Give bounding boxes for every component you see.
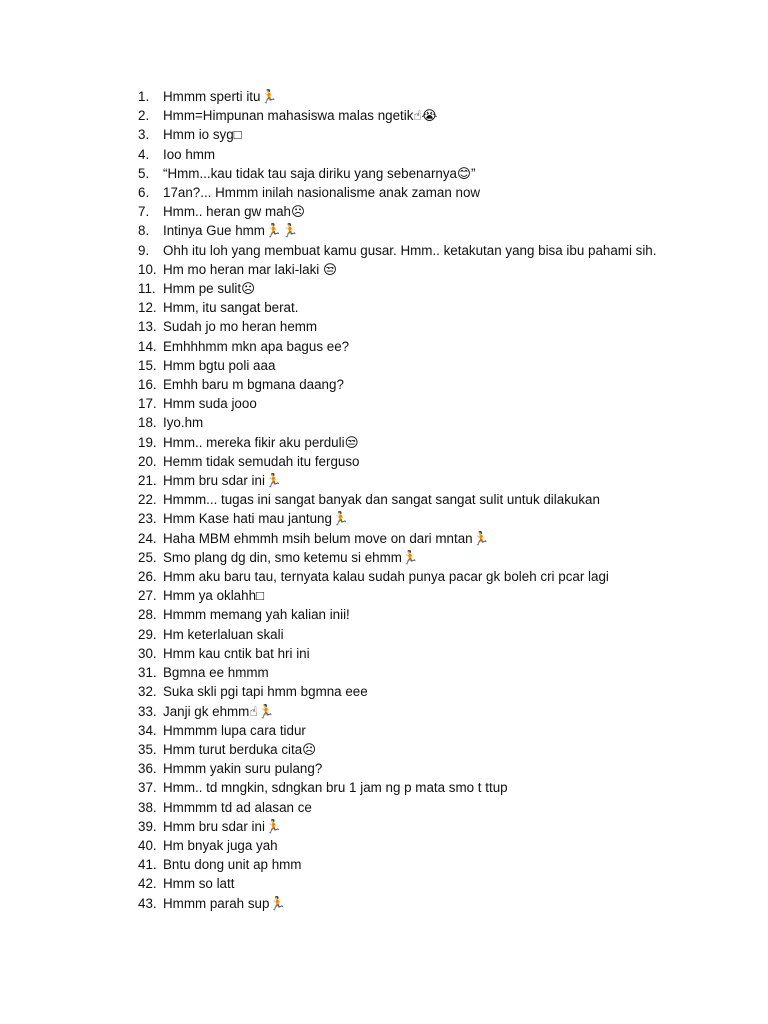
list-item-number: 20. <box>138 453 157 469</box>
list-item-text: Hm bnyak juga yah <box>163 837 278 853</box>
list-item <box>138 375 678 394</box>
list-item-number: 38. <box>138 799 157 815</box>
list-item-number: 1. <box>138 89 150 104</box>
list-item-number: 30. <box>138 645 157 661</box>
list-item-number: 8. <box>138 223 150 239</box>
list-item-number: 31. <box>138 665 157 681</box>
list-item-text: Hmmm sperti itu🏃 <box>163 89 278 104</box>
list-item <box>138 125 678 144</box>
list-item-number: 27. <box>138 588 157 604</box>
list-item <box>138 817 678 836</box>
list-item-text: Hm keterlaluan skali <box>163 626 284 642</box>
list-item-number: 43. <box>138 895 157 911</box>
list-item-number: 36. <box>138 761 157 777</box>
list-item-number: 22. <box>138 492 157 508</box>
list-item-number: 7. <box>138 204 150 220</box>
list-item <box>138 721 678 740</box>
list-item-number: 41. <box>138 857 157 873</box>
list-item-text: Ioo hmm <box>163 146 216 162</box>
list-item-number: 26. <box>138 569 157 585</box>
list-item-number: 21. <box>138 473 157 489</box>
list-item-number: 11. <box>138 281 156 297</box>
list-item-text: Sudah jo mo heran hemm <box>163 319 318 335</box>
list-item-text: Haha MBM ehmmh msih belum move on dari mntan🏃 <box>163 530 490 546</box>
list-item <box>138 759 678 778</box>
list-item <box>138 798 678 817</box>
list-item-text: Hmm bru sdar ini🏃 <box>163 818 282 834</box>
list-item <box>138 471 678 490</box>
list-item-number: 9. <box>138 242 150 258</box>
list-item-number: 4. <box>138 146 150 162</box>
list-item-text: Hmm suda jooo <box>163 396 257 412</box>
list-item <box>138 298 678 317</box>
list-item <box>138 836 678 855</box>
list-item <box>138 702 678 721</box>
list-item-number: 29. <box>138 626 157 642</box>
list-item-text: Bgmna ee hmmm <box>163 665 269 681</box>
list-item-text: Hmm io syg□ <box>163 127 242 143</box>
list-item-text: Hmm bgtu poli aaa <box>163 357 276 373</box>
list-item-text: Intinya Gue hmm🏃🏃 <box>163 223 299 239</box>
list-item-text: Hmm ya oklahh□ <box>163 588 265 604</box>
list-item-number: 17. <box>138 396 157 412</box>
list-item-number: 14. <box>138 338 157 354</box>
list-item <box>138 529 678 548</box>
list-item-text: Hmmm... tugas ini sangat banyak dan sangat sangat sulit untuk dilakukan <box>163 492 600 508</box>
list-item-number: 32. <box>138 684 157 700</box>
list-item <box>138 586 678 605</box>
list-item-text: Hm mo heran mar laki-laki 😒 <box>163 261 337 277</box>
list-item <box>138 433 678 452</box>
list-item-number: 18. <box>138 415 157 431</box>
list-item-number: 37. <box>138 780 157 796</box>
list-item <box>138 279 678 298</box>
list-item <box>138 663 678 682</box>
list-item-number: 3. <box>138 127 150 143</box>
list-item <box>138 490 678 509</box>
list-item-number: 10. <box>138 261 157 277</box>
list-item-text: Emhh baru m bgmana daang? <box>163 377 344 393</box>
list-item-text: Bntu dong unit ap hmm <box>163 857 302 873</box>
list-item <box>138 452 678 471</box>
list-item-text: Hmm bru sdar ini🏃 <box>163 473 282 489</box>
list-item <box>138 356 678 375</box>
list-item <box>138 317 678 336</box>
list-item-number: 6. <box>138 185 150 201</box>
list-item-text: Hmmm yakin suru pulang? <box>163 761 323 777</box>
list-item-text: Hmm pe sulit☹ <box>163 281 256 297</box>
list-item-text: Hmmm memang yah kalian inii! <box>163 607 350 623</box>
list-item <box>138 855 678 874</box>
list-item <box>138 183 678 202</box>
list-item-text: Hmm turut berduka cita☹ <box>163 741 317 757</box>
list-item <box>138 337 678 356</box>
list-item-text: Hmm aku baru tau, ternyata kalau sudah punya pacar gk boleh cri pcar lagi <box>163 569 609 585</box>
list-item-number: 13. <box>138 319 157 335</box>
list-item-number: 39. <box>138 818 157 834</box>
list-item <box>138 87 678 106</box>
list-item-text: Hmm.. heran gw mah☹ <box>163 204 305 220</box>
list-item-text: Hmm.. td mngkin, sdngkan bru 1 jam ng p mata smo t ttup <box>163 780 508 796</box>
list-item-text: Iyo.hm <box>163 415 204 431</box>
list-item-number: 42. <box>138 876 157 892</box>
list-item-number: 23. <box>138 511 157 527</box>
list-item-number: 5. <box>138 165 150 181</box>
list-item <box>138 221 678 240</box>
list-item-text: Emhhhmm mkn apa bagus ee? <box>163 338 350 354</box>
list-item <box>138 644 678 663</box>
list-item-text: 17an?... Hmmm inilah nasionalisme anak zaman now <box>163 185 481 201</box>
list-item-number: 12. <box>138 300 157 316</box>
list-item <box>138 394 678 413</box>
list-item <box>138 260 678 279</box>
list-item <box>138 605 678 624</box>
list-item-text: Suka skli pgi tapi hmm bgmna eee <box>163 684 368 700</box>
list-item-text: Hmm Kase hati mau jantung🏃 <box>163 511 349 527</box>
list-item <box>138 682 678 701</box>
list-item-text: Hmm=Himpunan mahasiswa malas ngetik☝😭 <box>163 108 438 124</box>
list-item-number: 35. <box>138 741 157 757</box>
list-item <box>138 413 678 432</box>
list-item <box>138 202 678 221</box>
list-item-text: Hmmmm lupa cara tidur <box>163 722 306 738</box>
list-item-number: 34. <box>138 722 157 738</box>
list-item-number: 25. <box>138 549 157 565</box>
list-item <box>138 778 678 797</box>
list-item <box>138 241 678 260</box>
numbered-list <box>138 87 678 913</box>
list-item-text: Hmm.. mereka fikir aku perduli😒 <box>163 434 359 450</box>
list-item-text: Hmm so latt <box>163 876 235 892</box>
list-item-number: 19. <box>138 434 157 450</box>
list-item-text: Hmm kau cntik bat hri ini <box>163 645 310 661</box>
list-item-number: 24. <box>138 530 157 546</box>
list-item-text: Smo plang dg din, smo ketemu si ehmm🏃 <box>163 549 419 565</box>
list-item-number: 16. <box>138 377 157 393</box>
list-item-number: 28. <box>138 607 157 623</box>
list-item-text: Hmmmm td ad alasan ce <box>163 799 312 815</box>
list-item <box>138 145 678 164</box>
list-item <box>138 164 678 183</box>
list-item-number: 2. <box>138 108 150 124</box>
list-item-number: 40. <box>138 837 157 853</box>
list-item-text: Hmmm parah sup🏃 <box>163 895 287 911</box>
list-item <box>138 567 678 586</box>
list-item <box>138 106 678 125</box>
list-item-text: Ohh itu loh yang membuat kamu gusar. Hmm.. ketakutan yang bisa ibu pahami sih. <box>163 242 657 258</box>
list-item <box>138 548 678 567</box>
list-item <box>138 874 678 893</box>
list-item <box>138 894 678 913</box>
list-item <box>138 740 678 759</box>
list-item <box>138 509 678 528</box>
list-item-text: Hemm tidak semudah itu ferguso <box>163 453 360 469</box>
list-item-number: 33. <box>138 703 157 719</box>
list-item-number: 15. <box>138 357 157 373</box>
list-item-text: Hmm, itu sangat berat. <box>163 300 299 316</box>
list-item <box>138 625 678 644</box>
list-item-text: “Hmm...kau tidak tau saja diriku yang sebenarnya😊” <box>163 165 476 181</box>
list-item-text: Janji gk ehmm☝🏃 <box>163 703 275 719</box>
